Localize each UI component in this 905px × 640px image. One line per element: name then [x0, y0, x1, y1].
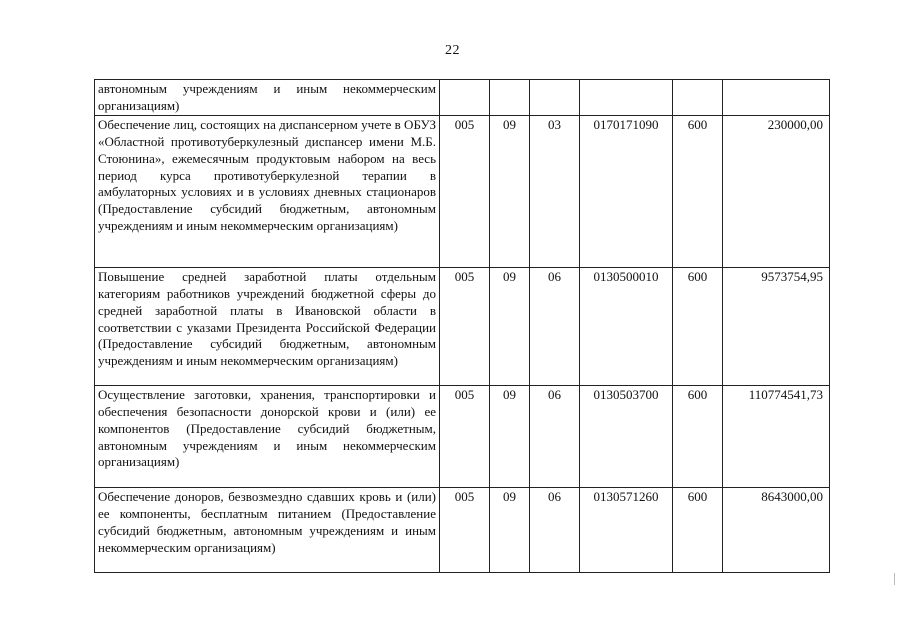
amount-cell: 230000,00: [723, 115, 830, 267]
subsection-code-cell: 06: [530, 385, 580, 487]
amount-cell: 8643000,00: [723, 487, 830, 572]
section-code-cell: 09: [490, 385, 530, 487]
ministry-code-cell: 005: [440, 267, 490, 385]
ministry-code-cell: 005: [440, 487, 490, 572]
section-code-cell: [490, 80, 530, 116]
expense-type-code-cell: 600: [673, 487, 723, 572]
target-article-code-cell: 0130571260: [580, 487, 673, 572]
ministry-code-cell: 005: [440, 385, 490, 487]
row-description: Осуществление заготовки, хранения, транспортировки и обеспечения безопасности донорской крови и (или) ее компонентов (Предоставление субсидий бюджетным, автономным учреждениям и иным некоммерческим организациям): [95, 385, 440, 487]
budget-table: [94, 79, 830, 573]
target-article-code-cell: 0130503700: [580, 385, 673, 487]
row-description: Обеспечение доноров, безвозмездно сдавших кровь и (или) ее компоненты, бесплатным питанием (Предоставление субсидий бюджетным, автономным учреждениям и иным некоммерческим организациям): [95, 487, 440, 572]
section-code-cell: 09: [490, 267, 530, 385]
row-description: автономным учреждениям и иным некоммерческим организациям): [95, 80, 440, 116]
subsection-code-cell: 03: [530, 115, 580, 267]
expense-type-code-cell: 600: [673, 115, 723, 267]
ministry-code-cell: [440, 80, 490, 116]
amount-cell: [723, 80, 830, 116]
table-row: [95, 115, 830, 267]
page-number: 22: [445, 43, 460, 58]
expense-type-code-cell: [673, 80, 723, 116]
target-article-code-cell: 0170171090: [580, 115, 673, 267]
subsection-code-cell: 06: [530, 267, 580, 385]
amount-cell: 9573754,95: [723, 267, 830, 385]
table-row: [95, 385, 830, 487]
section-code-cell: 09: [490, 487, 530, 572]
section-code-cell: 09: [490, 115, 530, 267]
scan-margin-mark: [894, 573, 895, 585]
table-row: [95, 80, 830, 116]
expense-type-code-cell: 600: [673, 267, 723, 385]
expense-type-code-cell: 600: [673, 385, 723, 487]
table-row: [95, 487, 830, 572]
ministry-code-cell: 005: [440, 115, 490, 267]
row-description: Повышение средней заработной платы отдельным категориям работников учреждений бюджетной сферы до средней заработной платы в Ивановской области в соответствии с указами Президента Российской Федерации (Предоставление субсидий бюджетным, автономным учреждениям и иным некоммерческим организациям): [95, 267, 440, 385]
amount-cell: 110774541,73: [723, 385, 830, 487]
subsection-code-cell: 06: [530, 487, 580, 572]
target-article-code-cell: [580, 80, 673, 116]
row-description: Обеспечение лиц, состоящих на диспансерном учете в ОБУЗ «Областной противотуберкулезный диспансер имени М.Б. Стоюнина», ежемесячным продуктовым набором на весь период курса противотуберкулезной терапии в амбулаторных условиях и в условиях дневных стационаров (Предоставление субсидий бюджетным, автономным учреждениям и иным некоммерческим организациям): [95, 115, 440, 267]
subsection-code-cell: [530, 80, 580, 116]
target-article-code-cell: 0130500010: [580, 267, 673, 385]
table-row: [95, 267, 830, 385]
